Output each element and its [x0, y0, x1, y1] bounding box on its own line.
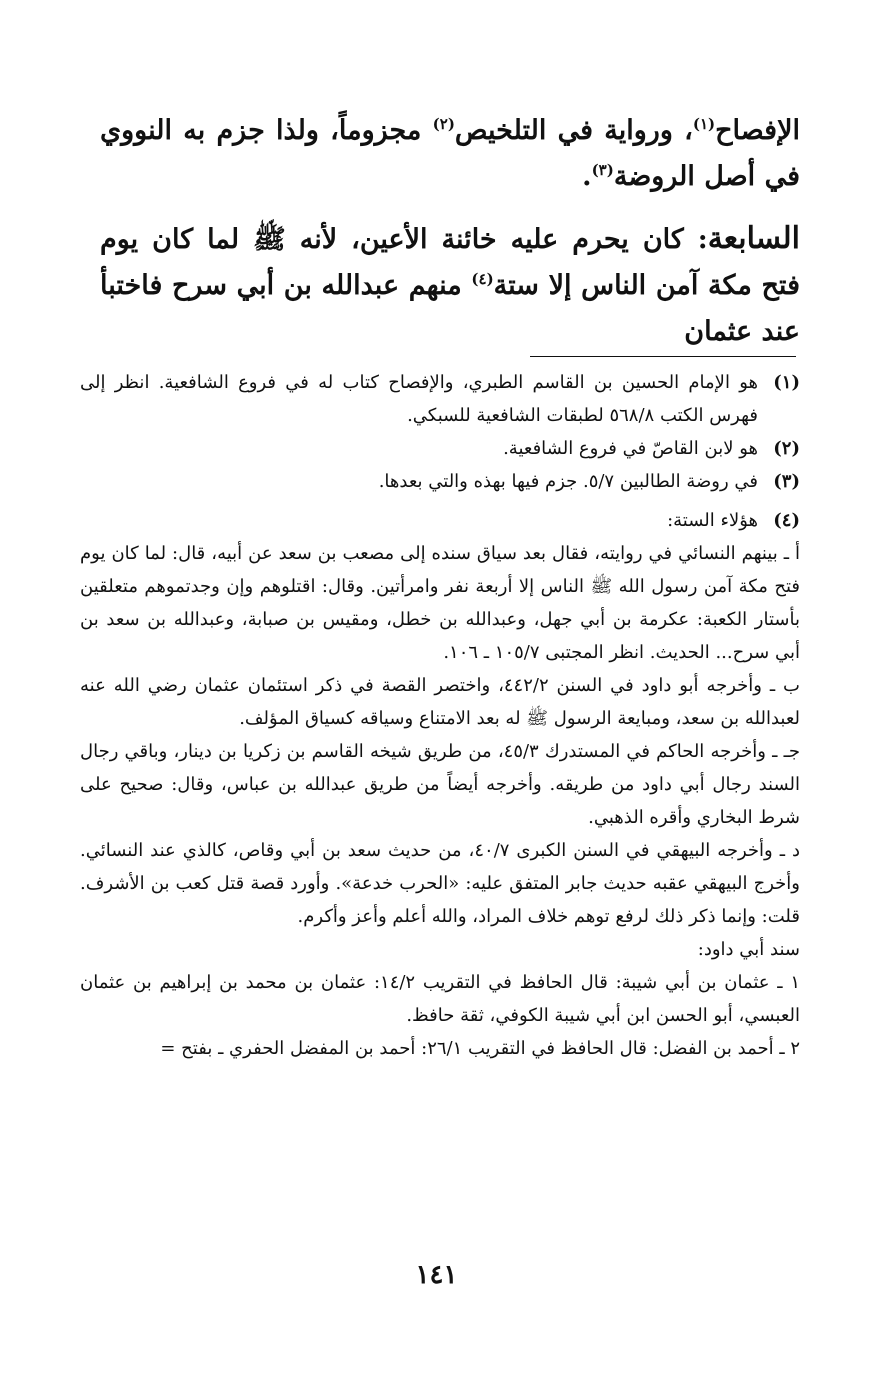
footnote-separator — [530, 356, 796, 357]
footnote-ref-4: (٤) — [471, 270, 494, 288]
footnote-number: (٤) — [773, 510, 800, 531]
main-text — [100, 108, 800, 355]
text-run: ، ورواية في التلخيص — [454, 115, 693, 146]
page-number: ١٤١ — [415, 1260, 458, 1290]
footnote-number: (١) — [773, 372, 800, 393]
footnote-ref-3: (٣) — [591, 161, 614, 179]
footnote-ref-2: (٢) — [432, 115, 455, 133]
sanad-item-2: ٢ ـ أحمد بن الفضل: قال الحافظ في التقريب ٢٦/١: أحمد بن المفضل الحفري ـ بفتح = — [160, 1038, 800, 1059]
text-run: . — [582, 161, 592, 192]
footnote-4-item-d: د ـ وأخرجه البيهقي في السنن الكبرى ٤٠/٧، من حديث سعد بن أبي وقاص، كالذي عند النسائي. وأخرج البيهقي عقبه حديث جابر المتفق عليه: «الحرب خدعة». وأورد قصة قتل كعب بن الأشرف. قلت: وإنما ذكر ذلك لرفع توهم خلاف المراد، والله أعلم وأعز وأكرم. — [80, 840, 800, 927]
text-run: مجزوماً، ولذا جزم به النووي في أصل الروضة — [100, 115, 800, 192]
footnote-4-item-a: أ ـ بينهم النسائي في روايته، فقال بعد سياق سنده إلى مصعب بن سعد عن أبيه، قال: لما كان يوم فتح مكة آمن رسول الله ﷺ الناس إلا أربعة نفر وامرأتين. وقال: اقتلوهم وإن وجدتموهم متعلقين بأستار الكعبة: عكرمة بن أبي جهل، وعبدالله بن خطل، ومقيس بن صبابة، وعبدالله بن سعد بن أبي سرح... الحديث. انظر المجتبى ١٠٥/٧ ـ ١٠٦. — [80, 543, 800, 663]
footnote-text: هو الإمام الحسين بن القاسم الطبري، والإفصاح كتاب له في فروع الشافعية. انظر إلى فهرس الكتب ٥٦٨/٨ لطبقات الشافعية للسبكي. — [80, 372, 758, 426]
footnote-4-item-c: جـ ـ وأخرجه الحاكم في المستدرك ٤٥/٣، من طريق شيخه القاسم بن زكريا بن دينار، وباقي رجال السند رجال أبي داود من طريقه. وأخرجه أيضاً من طريق عبدالله بن عباس، وقال: صحيح على شرط البخاري وأقره الذهبي. — [80, 741, 800, 828]
footnote-1 — [80, 366, 800, 432]
footnote-4-item-b: ب ـ وأخرجه أبو داود في السنن ٤٤٢/٢، واختصر القصة في ذكر استئمان عثمان رضي الله عنه لعبدالله بن سعد، ومبايعة الرسول ﷺ له بعد الامتناع وسياقه كسياق المؤلف. — [80, 675, 800, 729]
sanad-title: سند أبي داود: — [697, 939, 800, 960]
footnote-text: هؤلاء الستة: — [667, 510, 758, 531]
footnote-2 — [80, 432, 800, 465]
footnote-4 — [80, 504, 800, 537]
footnote-3 — [80, 465, 800, 498]
text-run: : كان يحرم عليه خائنة الأعين، لأنه ﷺ لما كان يوم فتح مكة آمن الناس إلا ستة — [100, 224, 800, 301]
footnote-text: هو لابن القاصّ في فروع الشافعية. — [503, 438, 758, 459]
text-run: منهم عبدالله بن أبي سرح فاختبأ عند عثمان — [100, 270, 800, 347]
footnote-number: (٣) — [773, 471, 800, 492]
section-keyword: السابعة — [707, 221, 800, 256]
paragraph-1 — [100, 108, 800, 200]
text-run: الإفصاح — [715, 115, 800, 146]
footnote-ref-1: (١) — [692, 115, 716, 133]
footnote-text: في روضة الطالبين ٥/٧. جزم فيها بهذه والتي بعدها. — [378, 471, 758, 492]
sanad-item-1: ١ ـ عثمان بن أبي شيبة: قال الحافظ في التقريب ١٤/٢: عثمان بن محمد بن إبراهيم بن عثمان العبسي، أبو الحسن ابن أبي شيبة الكوفي، ثقة حافظ. — [80, 972, 800, 1026]
paragraph-2 — [100, 216, 800, 355]
footnotes — [80, 366, 800, 1065]
footnote-number: (٢) — [773, 438, 800, 459]
